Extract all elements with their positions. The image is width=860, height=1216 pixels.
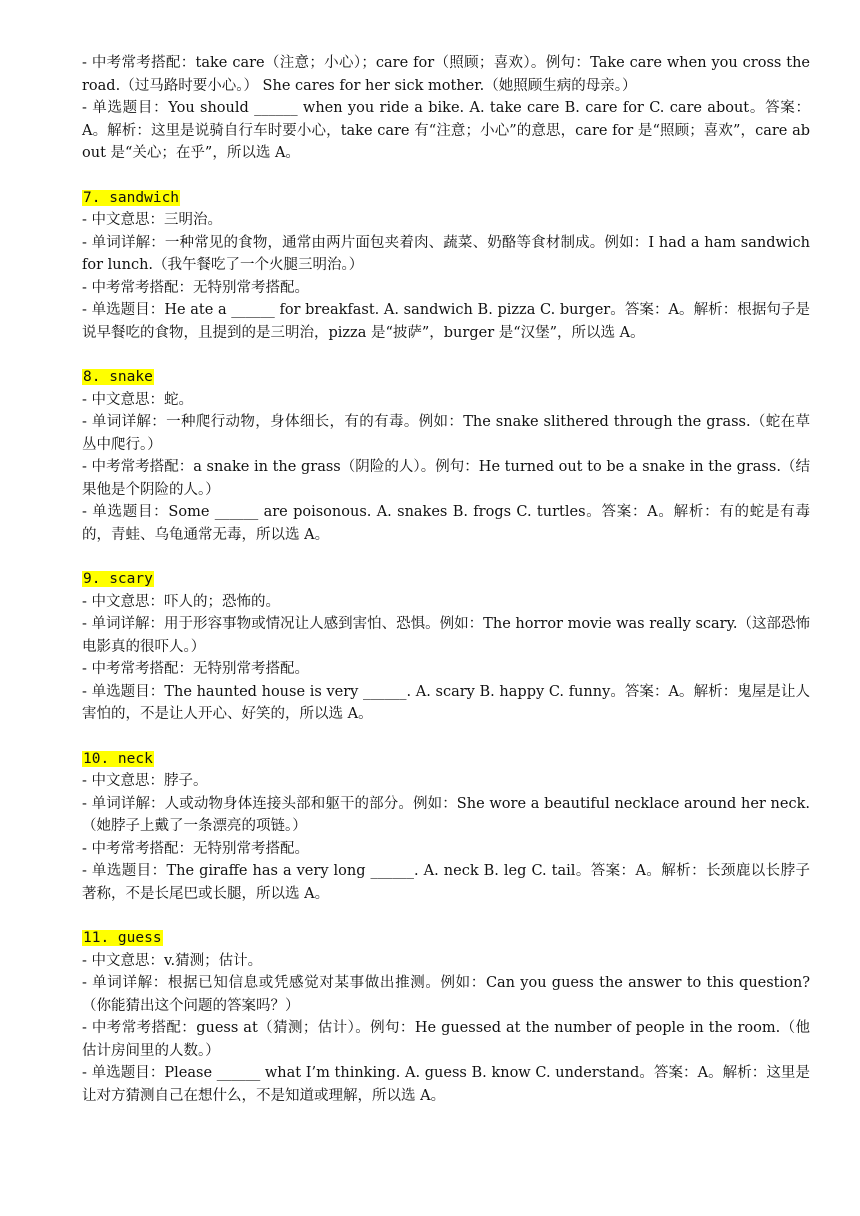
entry-question: - 单选题目：The haunted house is very ______. A. scary B. happy C. funny。答案：A。解析：鬼屋是让人害怕的，不是让人开心、好笑的，所以选 A。 — [82, 683, 810, 722]
entry-detail: - 单词详解：用于形容事物或情况让人感到害怕、恐惧。例如：The horror movie was really scary.（这部恐怖电影真的很吓人。） — [82, 616, 810, 655]
intro-section — [82, 52, 815, 165]
entry-heading-text: 8. snake — [83, 369, 153, 385]
entry-detail: - 单词详解：人或动物身体连接头部和躯干的部分。例如：She wore a beautiful necklace around her neck.（她脖子上戴了一条漂亮的项链。） — [82, 795, 810, 834]
entry-question: - 单选题目：He ate a ______ for breakfast. A. sandwich B. pizza C. burger。答案：A。解析：根据句子是说早餐吃的食物，且提到的是三明治，pizza 是“披萨”，burger 是“汉堡”，所以选 A。 — [82, 302, 810, 341]
entry-scary — [82, 568, 810, 726]
entry-detail: - 单词详解：根据已知信息或凭感觉对某事做出推测。例如：Can you guess the answer to this question?（你能猜出这个问题的答案吗？） — [82, 975, 810, 1014]
entry-collocation: - 中考常考搭配：无特别常考搭配。 — [82, 661, 310, 677]
entry-snake — [82, 366, 810, 546]
entry-heading — [82, 366, 810, 389]
entry-heading — [82, 187, 810, 210]
entry-heading — [82, 568, 810, 591]
entry-meaning: - 中文意思：v.猜测；估计。 — [82, 952, 263, 969]
entry-heading-text: 7. sandwich — [83, 189, 180, 206]
entry-detail: - 单词详解：一种爬行动物，身体细长，有的有毒。例如：The snake slithered through the grass.（蛇在草丛中爬行。） — [82, 414, 810, 453]
intro-line-collocation: - 中考常考搭配：take care（注意；小心）；care for（照顾；喜欢）。例句：Take care when you cross the road.（过马路时要小心。） She cares for her sick mother.（她照顾生病的母亲。） — [82, 55, 815, 94]
entry-collocation: - 中考常考搭配：a snake in the grass（阴险的人）。例句：He turned out to be a snake in the grass.（结果他是个阴险的人。） — [82, 459, 810, 498]
entry-collocation: - 中考常考搭配：无特别常考搭配。 — [82, 279, 310, 296]
entry-heading — [82, 927, 810, 950]
entry-question: - 单选题目：The giraffe has a very long ______. A. neck B. leg C. tail。答案：A。解析：长颈鹿以长脖子著称，不是长尾巴或长腿，所以选 A。 — [82, 863, 810, 902]
intro-line-question: - 单选题目：You should ______ when you ride a bike. A. take care B. care for C. care about。答案：A。解析：这里是说骑自行车时要小心，take care 有“注意；小心”的意思，care for 是“照顾；喜欢”，care about 是“关心；在乎”，所以选 A。 — [82, 100, 810, 161]
entry-heading-text: 9. scary — [83, 571, 153, 587]
entry-collocation: - 中考常考搭配：guess at（猜测；估计）。例句：He guessed at the number of people in the room.（他估计房间里的人数。） — [82, 1020, 810, 1059]
entry-collocation: - 中考常考搭配：无特别常考搭配。 — [82, 840, 310, 857]
entry-question: - 单选题目：Some ______ are poisonous. A. snakes B. frogs C. turtles。答案：A。解析：有的蛇是有毒的，青蛙、乌龟通常无毒，所以选 A。 — [82, 504, 810, 543]
entry-meaning: - 中文意思：脖子。 — [82, 773, 208, 789]
entry-meaning: - 中文意思：吓人的；恐怖的。 — [82, 593, 281, 610]
entry-heading-text: 10. neck — [83, 750, 153, 767]
entry-guess — [82, 927, 810, 1107]
entry-heading-text: 11. guess — [83, 930, 162, 946]
entry-neck — [82, 748, 810, 906]
entry-meaning: - 中文意思：三明治。 — [82, 212, 223, 228]
entry-meaning: - 中文意思：蛇。 — [82, 391, 194, 408]
entry-detail: - 单词详解：一种常见的食物，通常由两片面包夹着肉、蔬菜、奶酪等食材制成。例如：I had a ham sandwich for lunch.（我午餐吃了一个火腿三明治。） — [82, 234, 815, 273]
entry-heading — [82, 748, 810, 771]
entry-question: - 单选题目：Please ______ what I’m thinking. A. guess B. know C. understand。答案：A。解析：这里是让对方猜测自己在想什么，不是知道或理解，所以选 A。 — [82, 1065, 810, 1104]
entry-sandwich — [82, 187, 815, 345]
